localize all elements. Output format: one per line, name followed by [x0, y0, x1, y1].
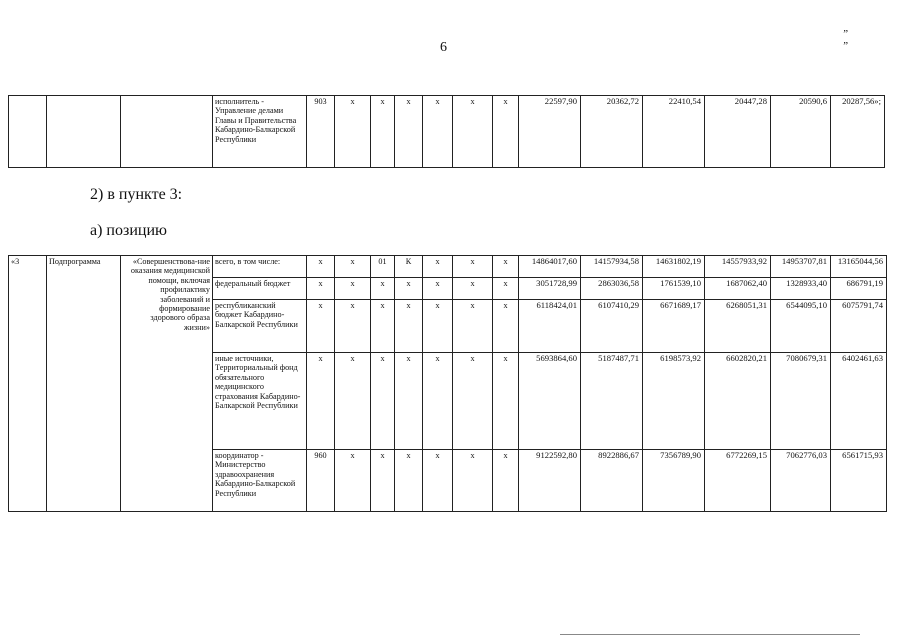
code-cell: x — [395, 278, 423, 300]
value-cell: 22597,90 — [519, 96, 581, 168]
code-cell: x — [335, 353, 371, 450]
code-cell: x — [371, 353, 395, 450]
corner-marks: ” ” — [842, 28, 879, 52]
value-cell: 14953707,81 — [771, 256, 831, 278]
code-cell: 960 — [307, 450, 335, 512]
value-cell: 20362,72 — [581, 96, 643, 168]
source-label: федеральный бюджет — [213, 278, 307, 300]
source-label: республиканский бюджет Кабардино-Балкарской Республики — [213, 300, 307, 353]
value-cell: 6671689,17 — [643, 300, 705, 353]
source-label: всего, в том числе: — [213, 256, 307, 278]
value-cell: 20447,28 — [705, 96, 771, 168]
value-cell: 6561715,93 — [831, 450, 887, 512]
cell — [121, 96, 213, 168]
value-cell: 1761539,10 — [643, 278, 705, 300]
value-cell: 14557933,92 — [705, 256, 771, 278]
code-cell: x — [371, 96, 395, 168]
code-cell: x — [395, 300, 423, 353]
page-number: 6 — [440, 40, 447, 55]
code-cell: x — [423, 353, 453, 450]
value-cell: 1687062,40 — [705, 278, 771, 300]
value-cell: 5693864,60 — [519, 353, 581, 450]
code-cell: x — [453, 256, 493, 278]
code-cell: x — [335, 96, 371, 168]
code-cell: x — [335, 300, 371, 353]
cell — [9, 96, 47, 168]
code-cell: x — [423, 96, 453, 168]
code-cell: x — [453, 300, 493, 353]
code-cell: x — [307, 256, 335, 278]
scan-edge-line — [560, 634, 860, 635]
value-cell: 6602820,21 — [705, 353, 771, 450]
code-cell: x — [335, 450, 371, 512]
value-cell: 9122592,80 — [519, 450, 581, 512]
code-cell: x — [395, 353, 423, 450]
code-cell: x — [453, 278, 493, 300]
value-cell: 6107410,29 — [581, 300, 643, 353]
code-cell: x — [371, 300, 395, 353]
code-cell: x — [371, 278, 395, 300]
value-cell: 14864017,60 — [519, 256, 581, 278]
value-cell: 2863036,58 — [581, 278, 643, 300]
code-cell: x — [335, 278, 371, 300]
program-name: «Совершенствова-ние оказания медицинской помощи, включая профилактику заболеваний и формирование здорового образа жизни» — [121, 256, 213, 512]
top-table — [8, 95, 885, 168]
code-cell: x — [493, 353, 519, 450]
code-cell: x — [395, 96, 423, 168]
value-cell: 5187487,71 — [581, 353, 643, 450]
value-cell: 3051728,99 — [519, 278, 581, 300]
value-cell: 6198573,92 — [643, 353, 705, 450]
code-cell: x — [453, 96, 493, 168]
code-cell: x — [335, 256, 371, 278]
code-cell: 903 — [307, 96, 335, 168]
value-cell: 6544095,10 — [771, 300, 831, 353]
value-cell: 20287,56»; — [831, 96, 885, 168]
value-cell: 22410,54 — [643, 96, 705, 168]
value-cell: 686791,19 — [831, 278, 887, 300]
value-cell: 7062776,03 — [771, 450, 831, 512]
value-cell: 14631802,19 — [643, 256, 705, 278]
code-cell: x — [493, 450, 519, 512]
code-cell: x — [307, 300, 335, 353]
code-cell: x — [423, 256, 453, 278]
executor-cell: исполнитель - Управление делами Главы и Правительства Кабардино-Балкарской Республики — [213, 96, 307, 168]
value-cell: 20590,6 — [771, 96, 831, 168]
code-cell: x — [307, 353, 335, 450]
program-type: Подпрограмма — [47, 256, 121, 512]
code-cell: К — [395, 256, 423, 278]
code-cell: x — [423, 450, 453, 512]
source-label: иные источники, Территориальный фонд обязательного медицинского страхования Кабардино-Балкарской Республики — [213, 353, 307, 450]
paragraph-item-2: 2) в пункте 3: — [90, 186, 183, 203]
value-cell: 14157934,58 — [581, 256, 643, 278]
code-cell: x — [423, 300, 453, 353]
code-cell: x — [395, 450, 423, 512]
code-cell: x — [423, 278, 453, 300]
code-cell: x — [307, 278, 335, 300]
cell — [47, 96, 121, 168]
code-cell: x — [493, 300, 519, 353]
paragraph-item-a: а) позицию — [90, 222, 167, 239]
value-cell: 7080679,31 — [771, 353, 831, 450]
value-cell: 1328933,40 — [771, 278, 831, 300]
source-label: координатор - Министерство здравоохранения Кабардино-Балкарской Республики — [213, 450, 307, 512]
code-cell: x — [493, 278, 519, 300]
main-table — [8, 255, 887, 512]
value-cell: 6402461,63 — [831, 353, 887, 450]
value-cell: 6075791,74 — [831, 300, 887, 353]
code-cell: x — [371, 450, 395, 512]
value-cell: 13165044,56 — [831, 256, 887, 278]
row-number: «3 — [9, 256, 47, 512]
code-cell: x — [493, 96, 519, 168]
value-cell: 6118424,01 — [519, 300, 581, 353]
value-cell: 8922886,67 — [581, 450, 643, 512]
code-cell: x — [453, 450, 493, 512]
code-cell: x — [453, 353, 493, 450]
value-cell: 6772269,15 — [705, 450, 771, 512]
code-cell: 01 — [371, 256, 395, 278]
value-cell: 6268051,31 — [705, 300, 771, 353]
code-cell: x — [493, 256, 519, 278]
value-cell: 7356789,90 — [643, 450, 705, 512]
